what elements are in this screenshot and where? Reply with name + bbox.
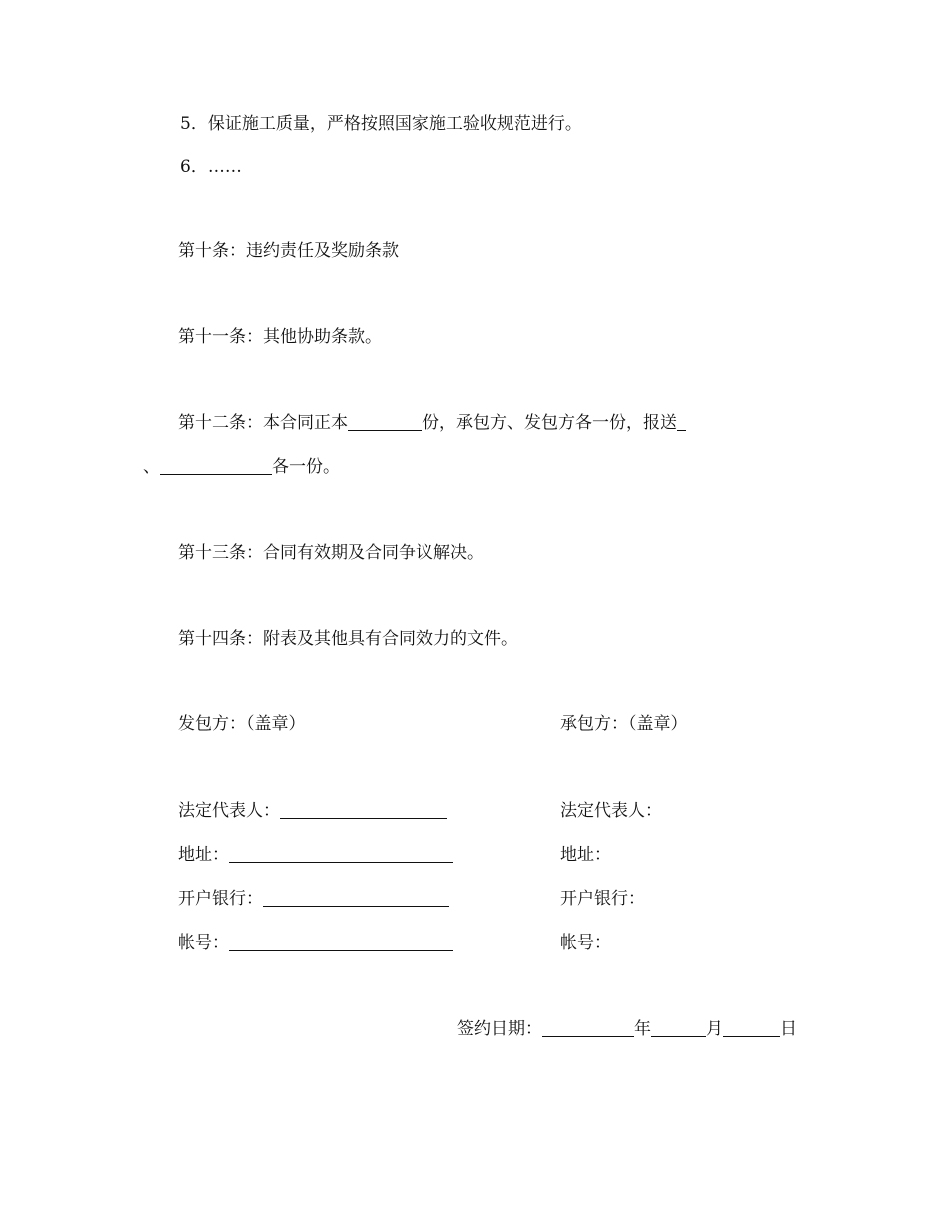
employer-address-blank — [229, 846, 453, 863]
employer-legal-rep-label: 法定代表人： — [178, 801, 280, 821]
employer-account-blank — [229, 934, 453, 951]
year-blank — [542, 1020, 634, 1037]
employer-bank-blank — [263, 890, 449, 907]
employer-account-label: 帐号： — [178, 933, 229, 953]
year-label: 年 — [634, 1019, 651, 1039]
employer-bank — [178, 889, 449, 909]
contractor-legal-rep: 法定代表人： — [560, 801, 662, 821]
article-12-continued — [143, 457, 340, 477]
article-13: 第十三条：合同有效期及合同争议解决。 — [178, 543, 484, 563]
contractor-address: 地址： — [560, 845, 611, 865]
article-14: 第十四条：附表及其他具有合同效力的文件。 — [178, 629, 518, 649]
employer-bank-label: 开户银行： — [178, 889, 263, 909]
report-blank-2 — [160, 458, 272, 475]
month-blank — [651, 1020, 706, 1037]
report-blank-1 — [677, 414, 686, 431]
article-12 — [178, 413, 686, 433]
employer-address — [178, 845, 453, 865]
item-6: 6．…… — [180, 157, 242, 177]
employer-address-label: 地址： — [178, 845, 229, 865]
item-5: 5．保证施工质量，严格按照国家施工验收规范进行。 — [180, 114, 582, 134]
employer-account — [178, 933, 453, 953]
article-12-prefix: 、 — [143, 457, 160, 477]
day-label: 日 — [780, 1019, 797, 1039]
contractor-seal: 承包方：（盖章） — [560, 714, 688, 734]
article-11: 第十一条：其他协助条款。 — [178, 327, 382, 347]
article-12-suffix: 各一份。 — [272, 457, 340, 477]
contractor-bank: 开户银行： — [560, 889, 645, 909]
copies-blank — [348, 414, 422, 431]
article-12-text-1: 第十二条：本合同正本 — [178, 413, 348, 433]
signing-date-label: 签约日期： — [457, 1019, 542, 1039]
day-blank — [723, 1020, 780, 1037]
contractor-account: 帐号： — [560, 933, 611, 953]
article-12-text-2: 份，承包方、发包方各一份，报送 — [422, 413, 677, 433]
employer-seal: 发包方：（盖章） — [178, 714, 306, 734]
employer-legal-rep-blank — [280, 802, 447, 819]
month-label: 月 — [706, 1019, 723, 1039]
article-10: 第十条：违约责任及奖励条款 — [178, 241, 399, 261]
signing-date — [457, 1019, 797, 1039]
employer-legal-rep — [178, 801, 447, 821]
